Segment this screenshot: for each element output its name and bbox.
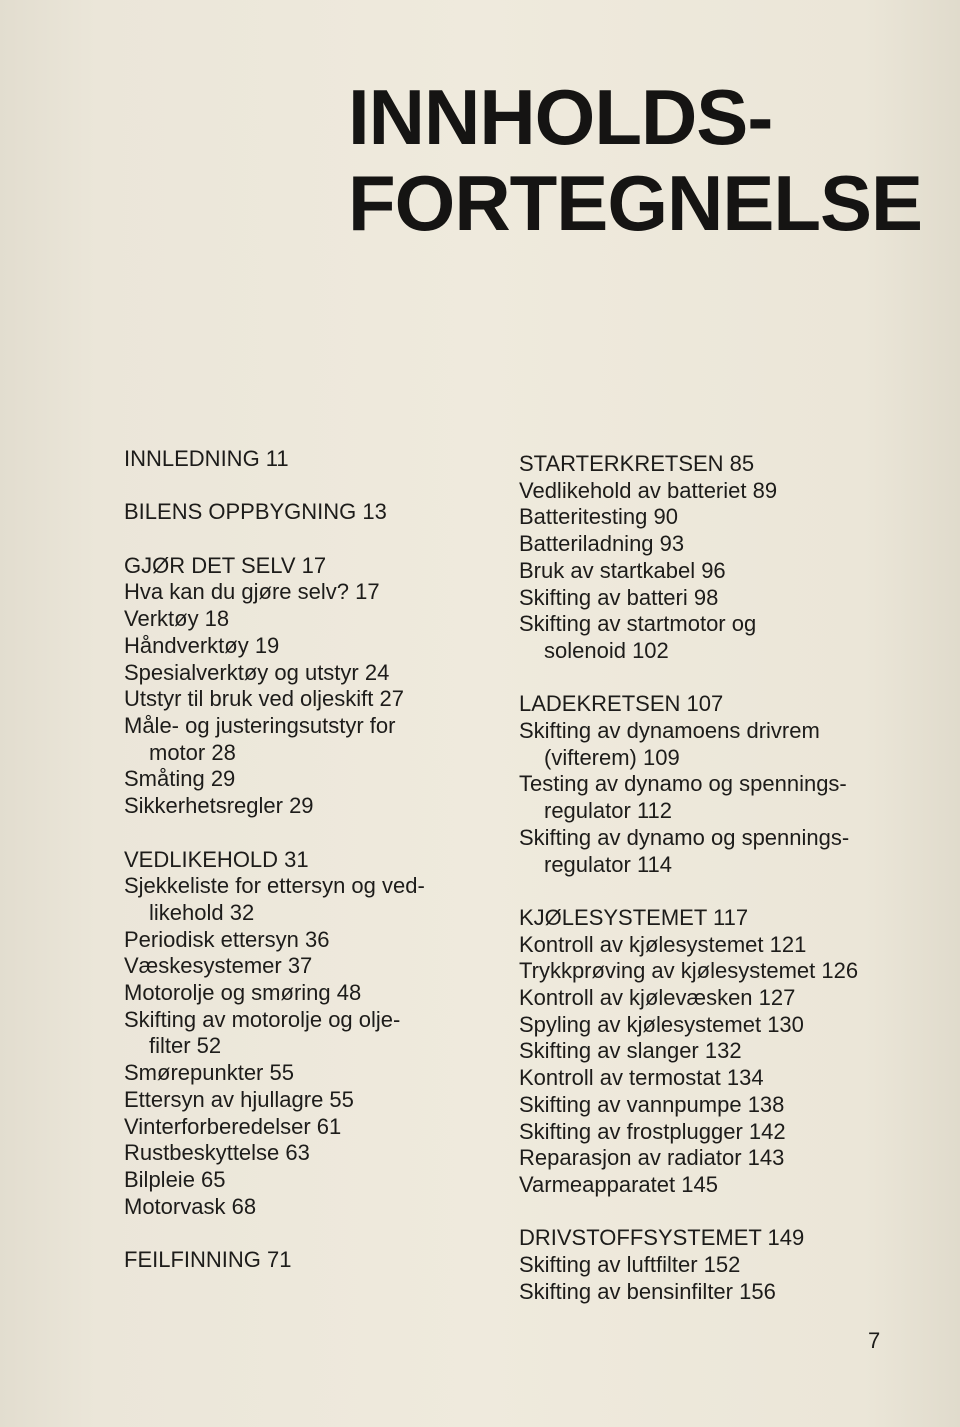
- toc-entry-text: Batteritesting 90: [519, 504, 678, 530]
- toc-entry-text: Verktøy 18: [124, 606, 230, 632]
- toc-entry: [124, 1007, 504, 1060]
- toc-section: [124, 553, 504, 820]
- toc-entry-continuation: regulator 112: [544, 798, 673, 824]
- toc-entry: [519, 985, 899, 1012]
- toc-entry: [124, 1194, 504, 1221]
- toc-entry-text: Sikkerhetsregler 29: [124, 793, 314, 819]
- toc-section-heading: KJØLESYSTEMET 117: [519, 904, 749, 930]
- toc-entry: [124, 873, 504, 926]
- toc-entry-text: Ettersyn av hjullagre 55: [124, 1086, 354, 1112]
- toc-entry-text: Testing av dynamo og spennings-: [519, 771, 847, 797]
- toc-entry-text: Motorolje og smøring 48: [124, 980, 362, 1006]
- toc-entry-text: Sjekkeliste for ettersyn og ved-: [124, 873, 425, 899]
- toc-entry-text: Kontroll av kjølevæsken 127: [519, 985, 796, 1011]
- title-line-2: FORTEGNELSE: [348, 159, 923, 247]
- toc-entry: [124, 1060, 504, 1087]
- page-title: [348, 74, 928, 246]
- toc-section: [519, 451, 899, 665]
- toc-right-column: [519, 451, 899, 1332]
- toc-entry-text: Hva kan du gjøre selv? 17: [124, 579, 380, 605]
- toc-left-column: [124, 446, 504, 1300]
- toc-section: [124, 446, 504, 473]
- toc-entry: [519, 932, 899, 959]
- toc-entry-text: Periodisk ettersyn 36: [124, 926, 330, 952]
- toc-entry-text: Skifting av vannpumpe 138: [519, 1091, 785, 1117]
- toc-entry-text: Motorvask 68: [124, 1193, 257, 1219]
- toc-entry: [124, 1087, 504, 1114]
- toc-entry-text: Vedlikehold av batteriet 89: [519, 477, 778, 503]
- toc-entry-continuation: (vifterem) 109: [544, 744, 680, 770]
- toc-section-heading: LADEKRETSEN 107: [519, 691, 724, 717]
- toc-section: [124, 1247, 504, 1274]
- toc-entry: [519, 1012, 899, 1039]
- toc-entry-text: Bilpleie 65: [124, 1166, 226, 1192]
- toc-entry: [519, 1092, 899, 1119]
- toc-section-heading: VEDLIKEHOLD 31: [124, 846, 309, 872]
- toc-entry: [519, 1119, 899, 1146]
- toc-entry: [519, 531, 899, 558]
- toc-entry-text: Batteriladning 93: [519, 531, 685, 557]
- toc-entry: [519, 504, 899, 531]
- toc-entry: [519, 958, 899, 985]
- page-number: 7: [868, 1328, 881, 1353]
- toc-entry-text: Trykkprøving av kjølesystemet 126: [519, 958, 859, 984]
- title-line-1: INNHOLDS-: [348, 73, 773, 161]
- toc-section-heading: STARTERKRETSEN 85: [519, 451, 755, 476]
- toc-section-heading: INNLEDNING 11: [124, 446, 289, 471]
- toc-entry-text: Rustbeskyttelse 63: [124, 1140, 310, 1166]
- toc-entry: [124, 606, 504, 633]
- toc-entry-text: Skifting av motorolje og olje-: [124, 1006, 401, 1032]
- toc-entry: [519, 611, 899, 664]
- toc-entry: [519, 585, 899, 612]
- toc-entry-text: Reparasjon av radiator 143: [519, 1145, 785, 1171]
- toc-entry-text: Utstyr til bruk ved oljeskift 27: [124, 686, 404, 712]
- toc-entry-text: Vinterforberedelser 61: [124, 1113, 342, 1139]
- toc-entry-text: Måle- og justeringsutstyr for: [124, 713, 396, 738]
- toc-entry: [124, 1140, 504, 1167]
- toc-entry: [124, 660, 504, 687]
- toc-entry-text: Skifting av slanger 132: [519, 1038, 742, 1064]
- toc-entry: [124, 633, 504, 660]
- toc-section: [124, 847, 504, 1221]
- toc-entry-text: Skifting av frostplugger 142: [519, 1118, 786, 1144]
- toc-entry: [519, 771, 899, 824]
- toc-entry-continuation: filter 52: [149, 1033, 222, 1059]
- toc-entry: [124, 953, 504, 980]
- toc-entry: [124, 1114, 504, 1141]
- toc-entry-text: Spesialverktøy og utstyr 24: [124, 659, 390, 685]
- toc-entry-text: Kontroll av kjølesystemet 121: [519, 931, 807, 957]
- toc-entry-text: Skifting av dynamo og spennings-: [519, 824, 850, 850]
- toc-entry-text: Bruk av startkabel 96: [519, 557, 726, 583]
- toc-entry-continuation: motor 28: [149, 739, 236, 765]
- toc-entry-continuation: solenoid 102: [544, 637, 669, 663]
- toc-section-heading: BILENS OPPBYGNING 13: [124, 499, 387, 525]
- toc-entry: [519, 1145, 899, 1172]
- toc-entry-text: Kontroll av termostat 134: [519, 1065, 764, 1091]
- toc-entry: [519, 1252, 899, 1279]
- toc-entry-text: Skifting av luftfilter 152: [519, 1252, 741, 1278]
- toc-entry-text: Håndverktøy 19: [124, 632, 280, 658]
- toc-entry: [519, 1065, 899, 1092]
- toc-section: [519, 691, 899, 878]
- toc-entry: [519, 1172, 899, 1199]
- toc-entry: [519, 718, 899, 771]
- toc-entry-text: Skifting av batteri 98: [519, 584, 719, 610]
- toc-entry-text: Smørepunkter 55: [124, 1060, 294, 1086]
- toc-entry-text: Skifting av dynamoens drivrem: [519, 718, 820, 744]
- toc-section-heading: FEILFINNING 71: [124, 1247, 292, 1273]
- toc-entry-text: Væskesystemer 37: [124, 953, 313, 979]
- toc-entry-continuation: regulator 114: [544, 851, 673, 877]
- toc-section: [519, 905, 899, 1199]
- toc-section: [519, 1225, 899, 1305]
- toc-entry: [124, 1167, 504, 1194]
- toc-entry: [519, 1038, 899, 1065]
- toc-entry-text: Småting 29: [124, 766, 236, 792]
- toc-entry: [519, 1279, 899, 1306]
- toc-entry: [124, 766, 504, 793]
- toc-entry: [519, 558, 899, 585]
- toc-entry: [124, 686, 504, 713]
- toc-section: [124, 499, 504, 526]
- toc-entry: [519, 478, 899, 505]
- toc-entry-text: Varmeapparatet 145: [519, 1171, 718, 1197]
- toc-entry: [124, 713, 504, 766]
- toc-entry: [124, 579, 504, 606]
- toc-entry: [124, 927, 504, 954]
- toc-entry-text: Spyling av kjølesystemet 130: [519, 1011, 804, 1037]
- toc-entry-text: Skifting av startmotor og: [519, 611, 757, 637]
- toc-entry: [519, 825, 899, 878]
- toc-section-heading: GJØR DET SELV 17: [124, 552, 327, 578]
- toc-entry-continuation: likehold 32: [149, 899, 255, 925]
- toc-entry: [124, 793, 504, 820]
- toc-entry-text: Skifting av bensinfilter 156: [519, 1278, 776, 1304]
- toc-entry: [124, 980, 504, 1007]
- toc-section-heading: DRIVSTOFFSYSTEMET 149: [519, 1225, 805, 1251]
